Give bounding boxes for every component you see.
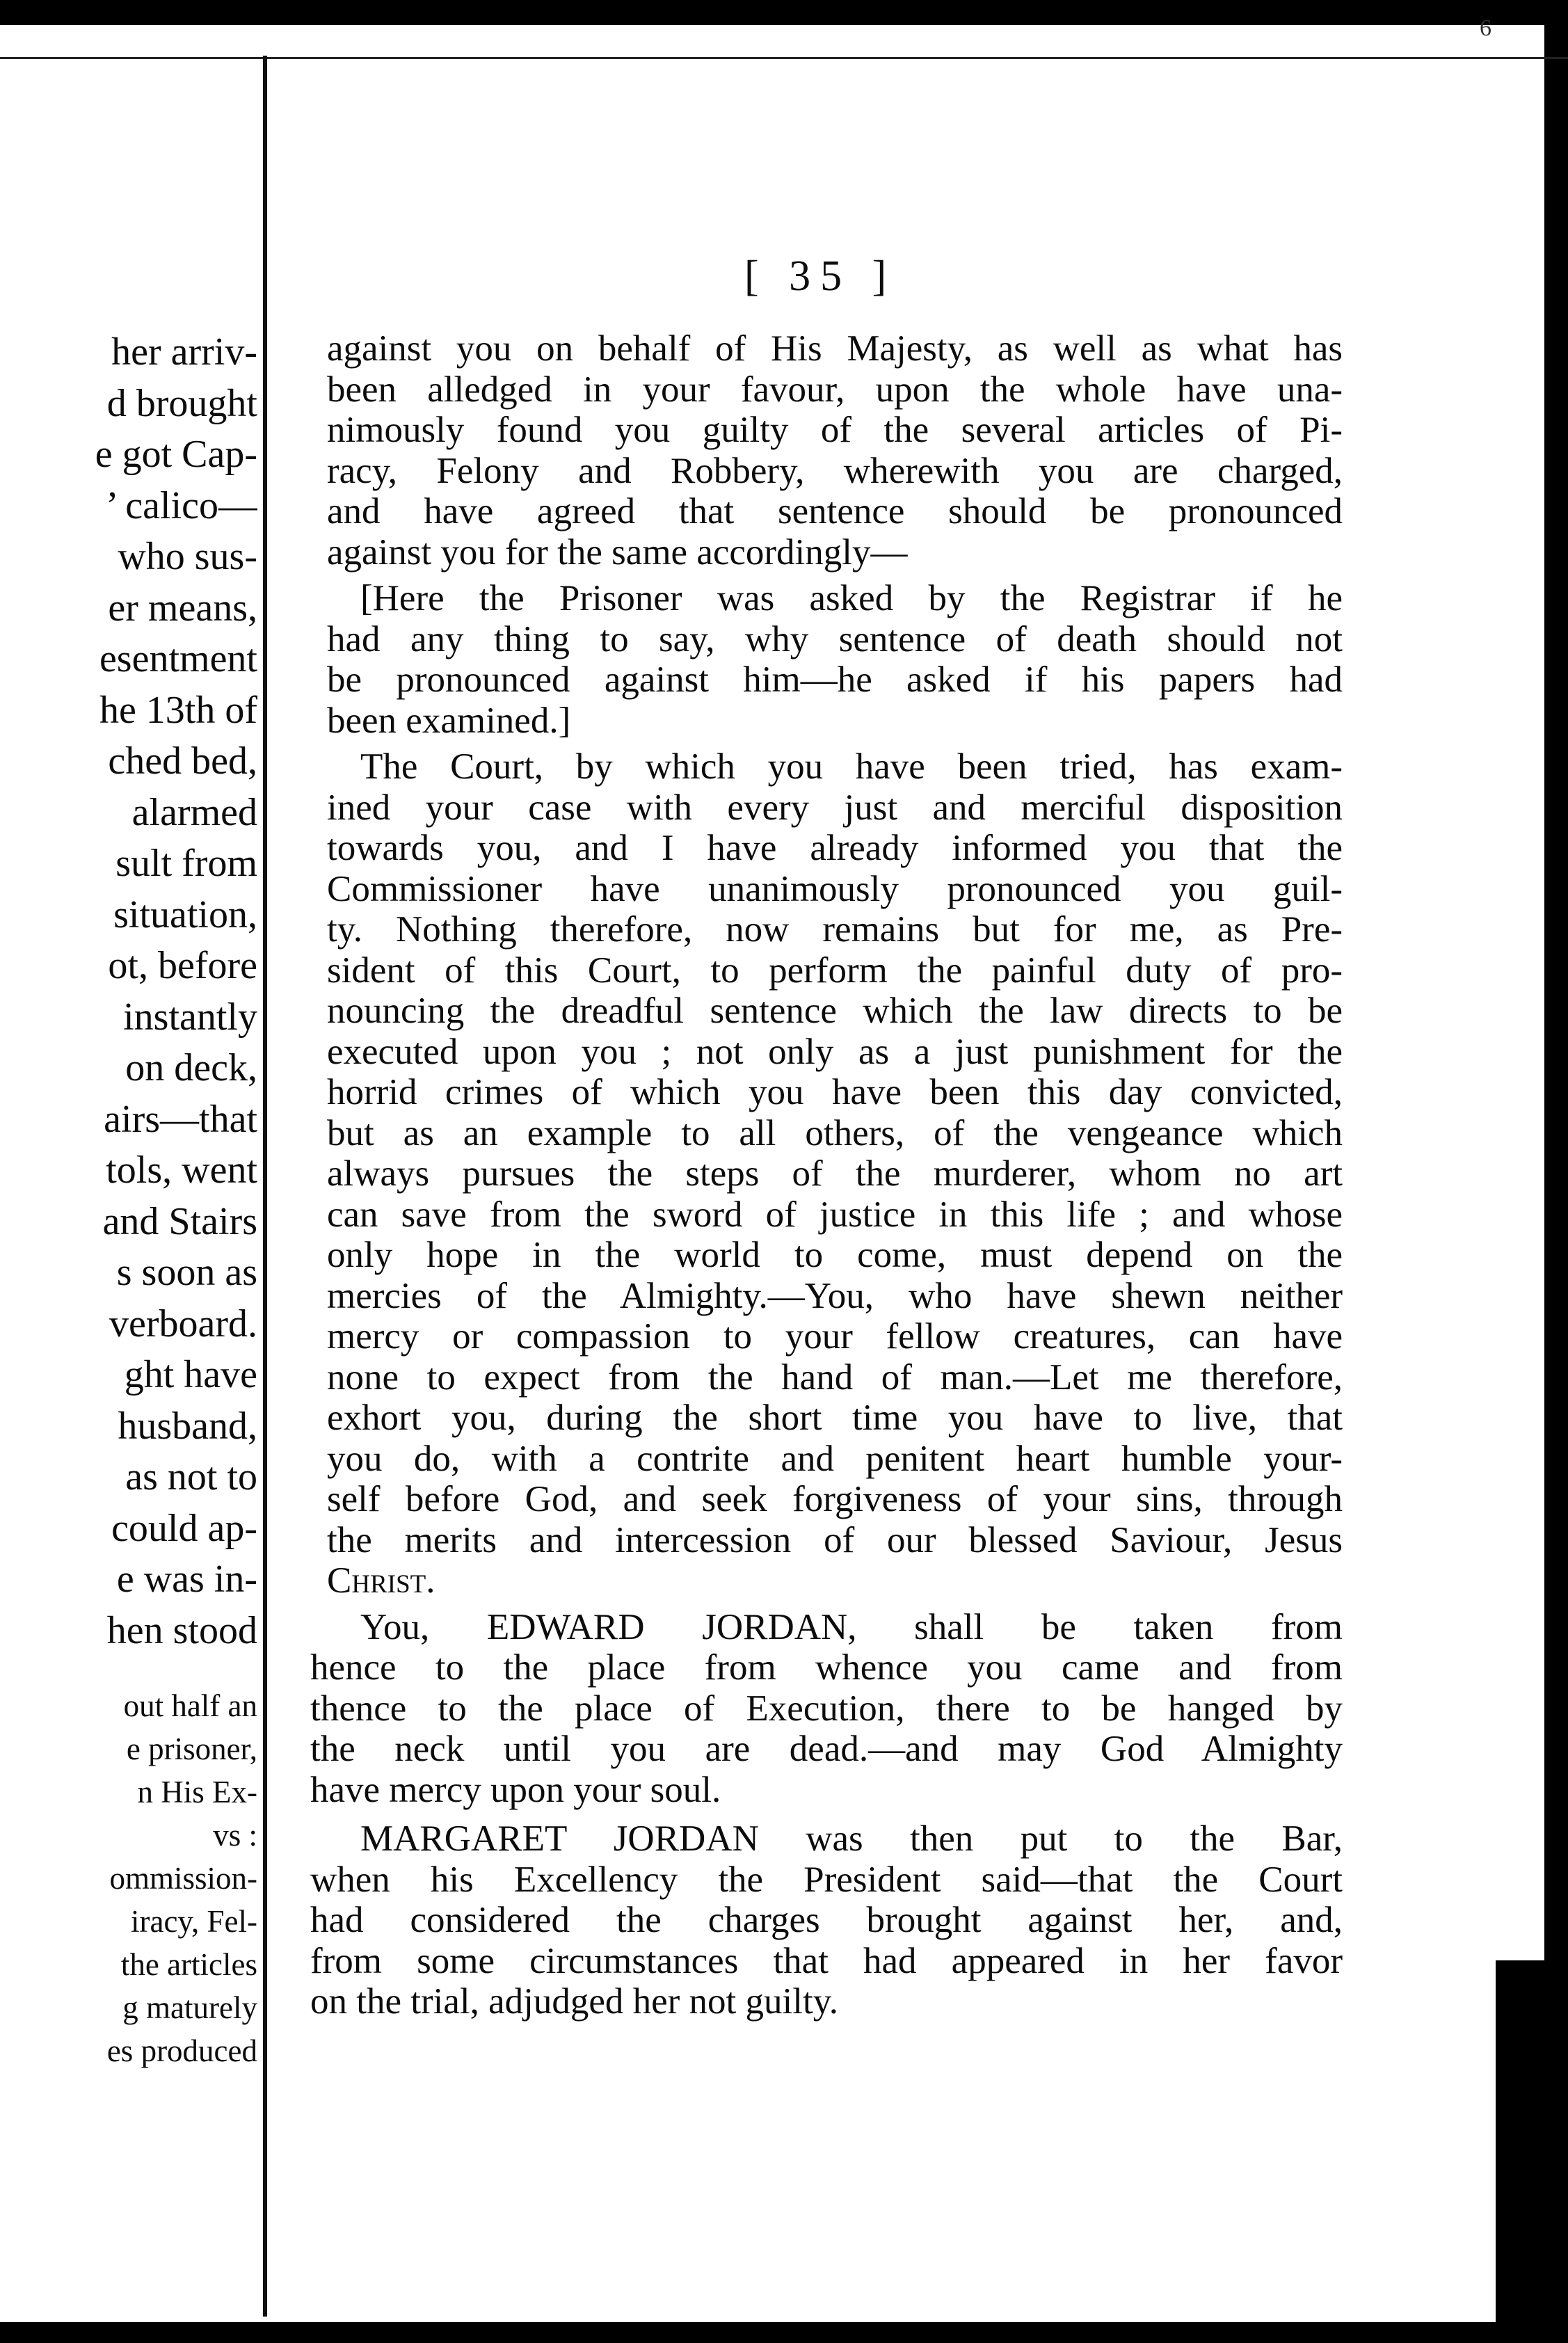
- left-line: n His Ex-: [137, 1775, 257, 1809]
- text-line: racy, Felony and Robbery, wherewith you are charged,: [327, 450, 1343, 491]
- text-line: thence to the place of Execution, there to be hanged by: [310, 1688, 1343, 1729]
- text-line: from some circumstances that had appeared in her favor: [310, 1940, 1343, 1981]
- left-line: e was in-: [116, 1558, 257, 1601]
- text-line: You, EDWARD JORDAN, shall be taken from: [360, 1606, 1343, 1647]
- left-line: as not to: [125, 1455, 257, 1498]
- text-line: be pronounced against him—he asked if his papers had: [327, 659, 1343, 700]
- text-line: exhort you, during the short time you have to live, that: [327, 1398, 1343, 1438]
- left-line: esentment: [99, 637, 257, 680]
- left-line: out half an: [123, 1688, 257, 1723]
- text-line: have mercy upon your soul.: [310, 1769, 721, 1810]
- left-line: g maturely: [122, 1990, 257, 2025]
- text-line: Christ.: [327, 1560, 435, 1601]
- text-line: [Here the Prisoner was asked by the Registrar if he: [360, 578, 1343, 618]
- left-line: ot, before: [108, 944, 257, 987]
- text-line: ty. Nothing therefore, now remains but for me, as Pre-: [327, 909, 1343, 950]
- facing-page-column: [0, 327, 257, 2072]
- text-line: been examined.]: [327, 700, 571, 741]
- text-line: when his Excellency the President said—that the Court: [310, 1859, 1343, 1900]
- text-line: but as an example to all others, of the vengeance which: [327, 1112, 1343, 1153]
- text-line: MARGARET JORDAN was then put to the Bar,: [360, 1818, 1343, 1859]
- text-line: had considered the charges brought against her, and,: [310, 1900, 1343, 1940]
- left-line: hen stood: [106, 1608, 257, 1652]
- left-line: who sus-: [118, 535, 257, 578]
- text-line: only hope in the world to come, must depend on the: [327, 1235, 1343, 1275]
- left-line: d brought: [106, 381, 257, 425]
- left-line: airs—that: [104, 1097, 257, 1141]
- text-line: self before God, and seek forgiveness of your sins, through: [327, 1479, 1343, 1519]
- left-line: vs :: [213, 1818, 257, 1853]
- left-line: tols, went: [106, 1149, 257, 1192]
- paragraph-registrar: [327, 578, 1343, 741]
- left-line: and Stairs: [102, 1199, 257, 1243]
- text-line: always pursues the steps of the murderer, whom no art: [327, 1153, 1343, 1194]
- text-line: against you for the same accordingly—: [327, 531, 908, 573]
- scan-border-bottom: [0, 2322, 1568, 2343]
- text-line: Commissioner have unanimously pronounced you guil-: [327, 868, 1343, 909]
- corner-mark: 6: [1480, 15, 1491, 41]
- left-line: husband,: [118, 1404, 257, 1448]
- text-line: ined your case with every just and merciful disposition: [327, 787, 1343, 828]
- left-line: es produced: [106, 2033, 257, 2068]
- column-divider: [263, 56, 267, 2317]
- left-line: ched bed,: [108, 739, 257, 783]
- left-line: situation,: [113, 893, 257, 936]
- text-line: on the trial, adjudged her not guilty.: [310, 1981, 839, 2022]
- scan-shadow-corner: [1496, 1960, 1544, 2322]
- left-gap: [0, 1656, 257, 1684]
- text-line: had any thing to say, why sentence of death should not: [327, 618, 1343, 659]
- text-line: against you on behalf of His Majesty, as well as what has: [327, 328, 1343, 369]
- text-line: nimously found you guilty of the several articles of Pi-: [327, 410, 1343, 450]
- left-line: alarmed: [131, 790, 257, 834]
- left-line: e prisoner,: [126, 1732, 257, 1766]
- left-line: iracy, Fel-: [131, 1904, 257, 1939]
- left-line: he 13th of: [99, 688, 257, 732]
- left-line: the articles: [120, 1947, 257, 1982]
- left-line: er means,: [108, 586, 257, 630]
- left-line: instantly: [123, 995, 257, 1039]
- text-line: The Court, by which you have been tried, has exam-: [360, 746, 1343, 787]
- paragraph-verdict: [327, 328, 1343, 573]
- text-line: been alledged in your favour, upon the whole have una-: [327, 369, 1343, 410]
- paragraph-margaret-jordan: [310, 1818, 1343, 2022]
- text-line: can save from the sword of justice in this life ; and whose: [327, 1194, 1343, 1235]
- text-line: and have agreed that sentence should be pronounced: [327, 491, 1343, 531]
- facing-page-lines-a: [0, 327, 257, 1656]
- paragraph-sentence: [327, 746, 1343, 1601]
- text-line: mercies of the Almighty.—You, who have shewn neither: [327, 1275, 1343, 1316]
- text-line: horrid crimes of which you have been this day convicted,: [327, 1072, 1343, 1112]
- page-body: [310, 328, 1343, 2022]
- text-line: nouncing the dreadful sentence which the law directs to be: [327, 991, 1343, 1031]
- page-number: [ 35 ]: [744, 253, 897, 300]
- text-line: towards you, and I have already informed you that the: [327, 828, 1343, 868]
- left-line: ’ calico—: [105, 483, 257, 527]
- text-line: you do, with a contrite and penitent heart humble your-: [327, 1438, 1343, 1479]
- text-line: the merits and intercession of our blessed Saviour, Jesus: [327, 1519, 1343, 1560]
- top-rule: [0, 57, 1568, 59]
- text-line: sident of this Court, to perform the painful duty of pro-: [327, 950, 1343, 991]
- left-line: sult from: [115, 842, 257, 885]
- text-line: none to expect from the hand of man.—Let me therefore,: [327, 1357, 1343, 1398]
- text-line: the neck until you are dead.—and may God Almighty: [310, 1729, 1343, 1769]
- text-line: hence to the place from whence you came and from: [310, 1647, 1343, 1688]
- text-line: mercy or compassion to your fellow creatures, can have: [327, 1316, 1343, 1357]
- left-line: ght have: [124, 1353, 257, 1396]
- facing-page-lines-b: [0, 1684, 257, 2072]
- left-line: e got Cap-: [95, 433, 257, 476]
- left-line: her arriv-: [111, 330, 257, 374]
- left-line: verboard.: [109, 1302, 257, 1345]
- text-line: executed upon you ; not only as a just punishment for the: [327, 1031, 1343, 1072]
- left-line: on deck,: [125, 1046, 257, 1089]
- scan-border-right: [1544, 0, 1568, 2343]
- left-line: could ap-: [111, 1506, 257, 1550]
- paragraph-edward-jordan: [310, 1606, 1343, 1811]
- scan-border-top: [0, 0, 1568, 25]
- left-line: ommission-: [109, 1861, 257, 1896]
- left-line: s soon as: [116, 1251, 257, 1294]
